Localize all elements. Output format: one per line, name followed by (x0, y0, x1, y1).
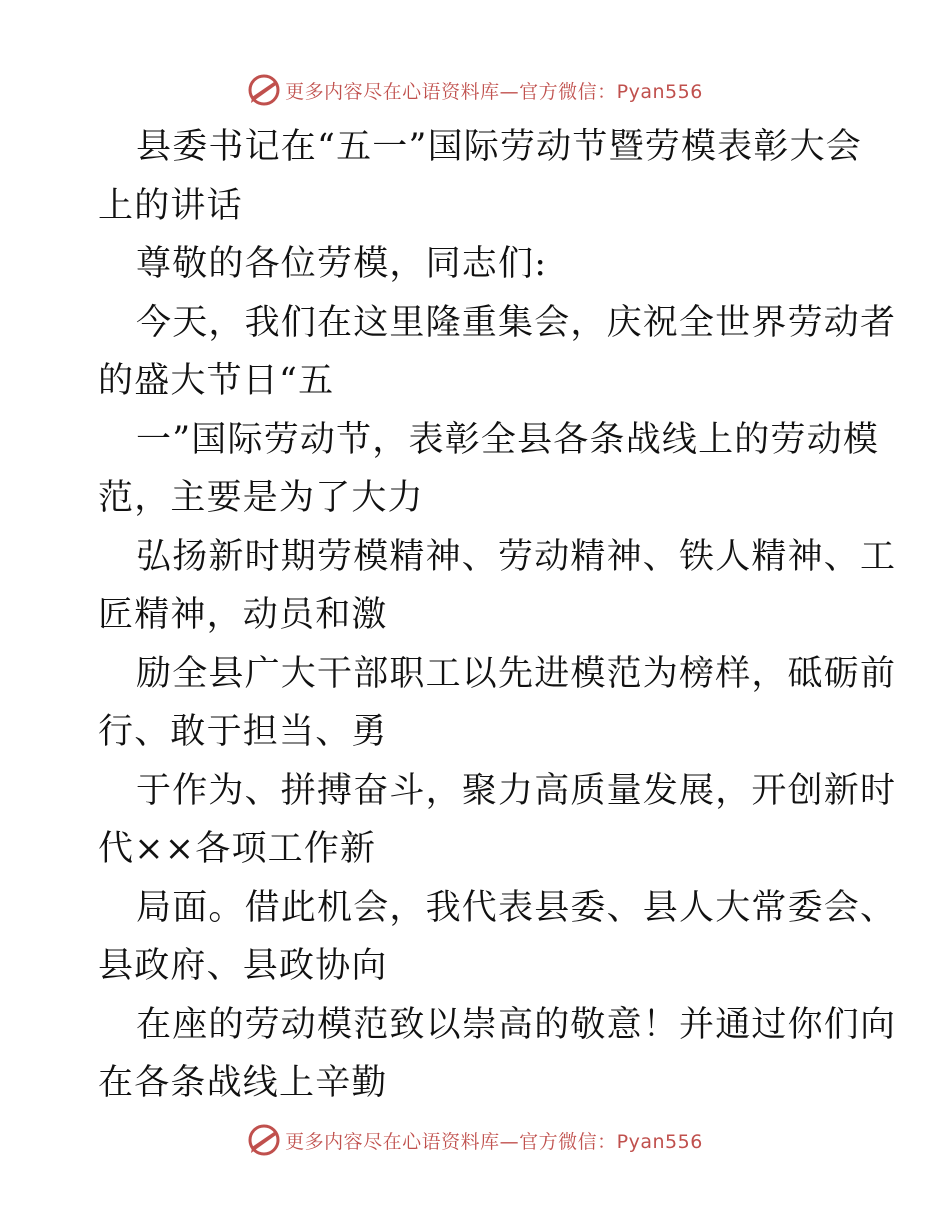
watermark-text: 更多内容尽在心语资料库—官方微信：Pyan556 (285, 80, 703, 103)
body-line: 一”国际劳动节，表彰全县各条战线上的劳动模 (136, 419, 880, 460)
body-line: 代××各项工作新 (98, 829, 377, 869)
body-line: 行、敢于担当、勇 (98, 712, 388, 752)
watermark-text: 更多内容尽在心语资料库—官方微信：Pyan556 (285, 1130, 703, 1153)
body-line: 匠精神，动员和激 (98, 595, 388, 635)
body-line: 在各条战线上辛勤 (98, 1063, 388, 1103)
document-body (98, 118, 897, 1113)
title-line-2: 上的讲话 (98, 185, 243, 226)
body-line: 的盛大节日“五 (98, 361, 335, 401)
body-line: 励全县广大干部职工以先进模范为榜样，砥砺前 (136, 653, 897, 694)
body-line: 在座的劳动模范致以崇高的敬意！并通过你们向 (136, 1004, 897, 1045)
body-line: 今天，我们在这里隆重集会，庆祝全世界劳动者 (136, 302, 897, 343)
body-line: 局面。借此机会，我代表县委、县人大常委会、 (136, 887, 897, 928)
pen-logo-icon (247, 73, 281, 107)
pen-logo-icon (247, 1123, 281, 1157)
salutation: 尊敬的各位劳模，同志们: (136, 244, 548, 284)
title-line-1: 县委书记在“五一”国际劳动节暨劳模表彰大会 (136, 127, 862, 167)
header-watermark-banner (0, 70, 950, 110)
body-line: 于作为、拼搏奋斗，聚力高质量发展，开创新时 (136, 770, 897, 811)
body-line: 范，主要是为了大力 (98, 478, 424, 518)
body-line: 弘扬新时期劳模精神、劳动精神、铁人精神、工 (136, 536, 897, 577)
footer-watermark-banner (0, 1120, 950, 1160)
body-line: 县政府、县政协向 (98, 946, 388, 986)
